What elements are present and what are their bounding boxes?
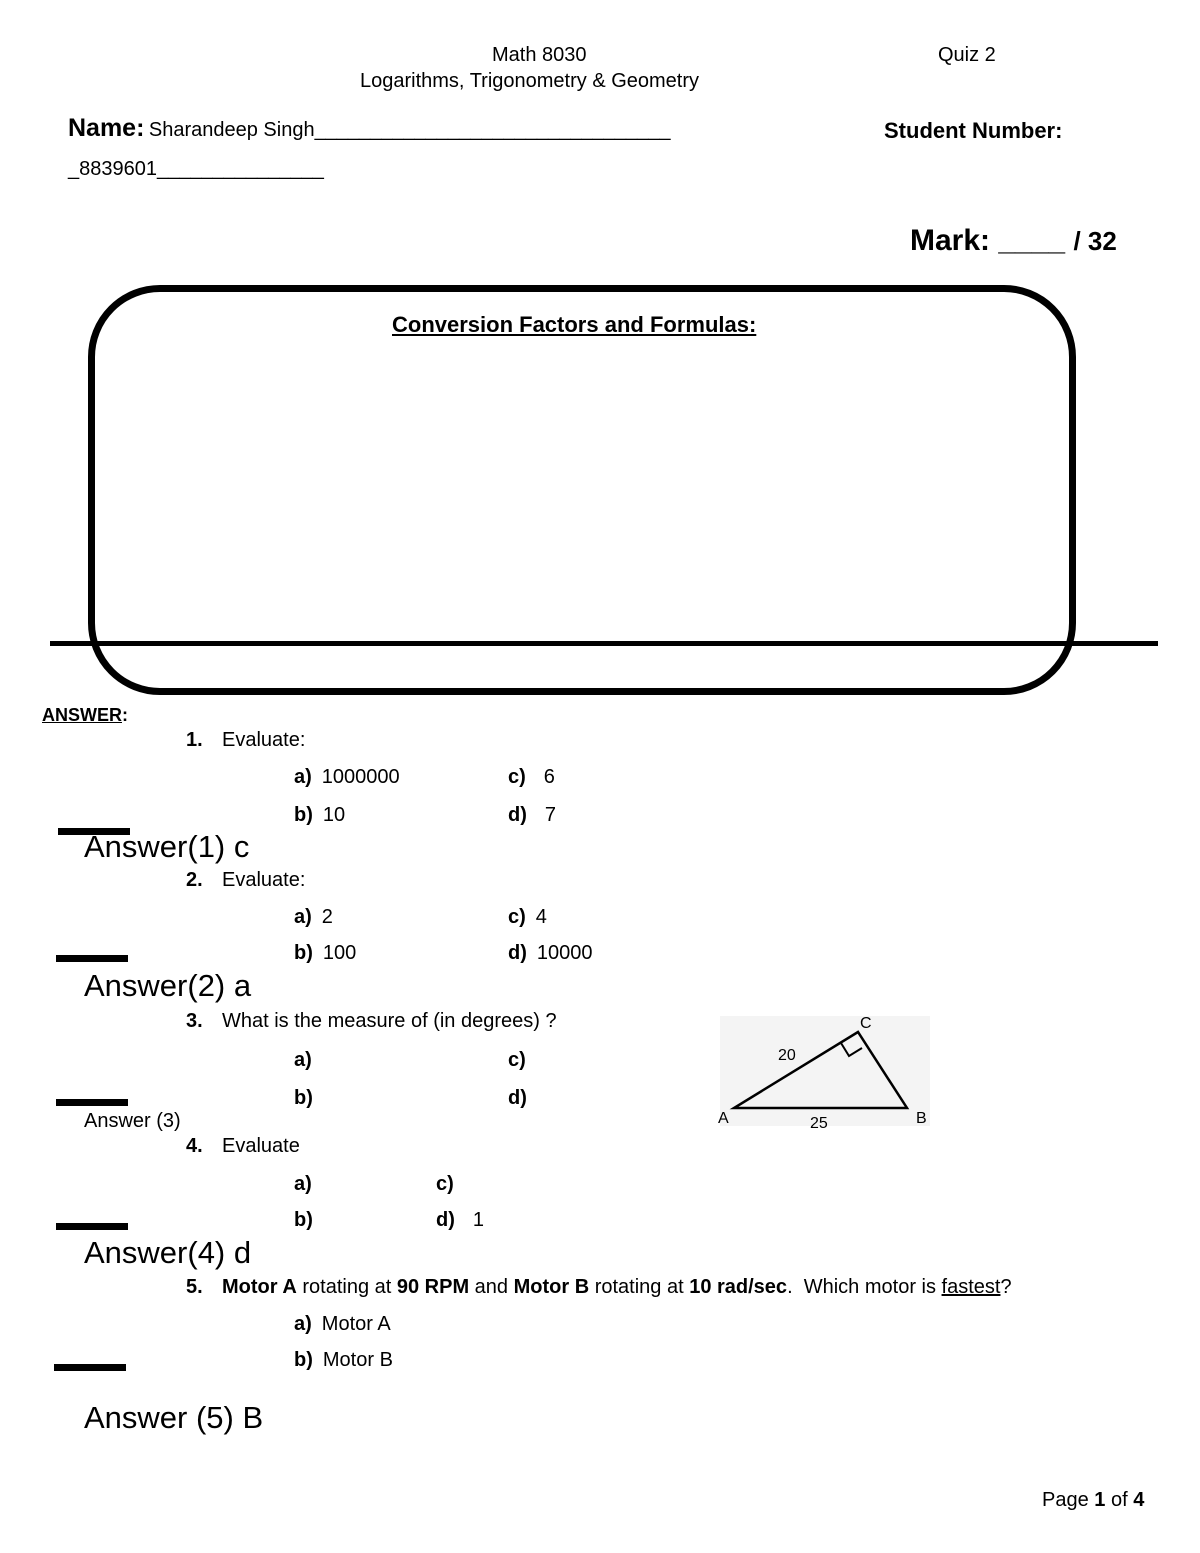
option-label: b) bbox=[294, 1349, 313, 1371]
option-4d[interactable] bbox=[436, 1209, 484, 1232]
side-ac-label: 20 bbox=[778, 1047, 796, 1064]
page-total: 4 bbox=[1133, 1489, 1145, 1511]
option-label: d) bbox=[508, 1087, 527, 1109]
vertex-c-label: C bbox=[860, 1015, 872, 1032]
quiz-label: Quiz 2 bbox=[938, 44, 996, 66]
name-label: Name: bbox=[68, 114, 145, 142]
question-text: Evaluate: bbox=[222, 869, 306, 891]
option-label: c) bbox=[436, 1173, 454, 1195]
page-footer bbox=[1042, 1489, 1144, 1512]
question-4 bbox=[186, 1135, 300, 1158]
question-text: Evaluate: bbox=[222, 729, 306, 751]
option-label: c) bbox=[508, 1049, 526, 1071]
option-2d[interactable] bbox=[508, 942, 593, 965]
answer-3: Answer (3) bbox=[84, 1110, 181, 1132]
answer-1: Answer(1) c bbox=[84, 829, 250, 864]
option-3b[interactable] bbox=[294, 1087, 323, 1110]
mark-blank: ____ bbox=[998, 224, 1066, 257]
option-5a[interactable] bbox=[294, 1313, 391, 1336]
option-label: a) bbox=[294, 906, 312, 928]
answer-blank-3 bbox=[56, 1099, 128, 1106]
option-value: Motor A bbox=[321, 1313, 391, 1335]
option-label: d) bbox=[436, 1209, 455, 1231]
option-label: b) bbox=[294, 1209, 313, 1231]
option-1c[interactable] bbox=[508, 766, 555, 789]
question-text-part: . Which motor is bbox=[787, 1276, 942, 1298]
option-4a[interactable] bbox=[294, 1173, 322, 1196]
option-1b[interactable] bbox=[294, 804, 345, 827]
answer-4: Answer(4) d bbox=[84, 1235, 252, 1270]
question-text-part: rotating at bbox=[296, 1276, 397, 1298]
option-value: 10 bbox=[322, 804, 346, 826]
triangle-diagram bbox=[710, 1010, 940, 1140]
option-label: c) bbox=[508, 766, 526, 788]
vertex-a-label: A bbox=[718, 1110, 729, 1127]
option-value: 6 bbox=[543, 766, 555, 788]
option-2a[interactable] bbox=[294, 906, 333, 929]
formula-box bbox=[88, 285, 1076, 695]
question-text: Evaluate bbox=[222, 1135, 300, 1157]
option-1a[interactable] bbox=[294, 766, 400, 789]
option-value: 10000 bbox=[536, 942, 593, 964]
option-value: 100 bbox=[322, 942, 357, 964]
student-number-value: _8839601_______________ bbox=[68, 158, 324, 180]
option-3c[interactable] bbox=[508, 1049, 536, 1072]
option-3d[interactable] bbox=[508, 1087, 537, 1110]
fastest-text: fastest bbox=[941, 1276, 1001, 1298]
option-label: b) bbox=[294, 804, 313, 826]
answer-blank-5 bbox=[54, 1364, 126, 1371]
question-5 bbox=[186, 1276, 1012, 1299]
formula-box-title: Conversion Factors and Formulas: bbox=[392, 312, 757, 337]
student-number-label: Student Number: bbox=[884, 118, 1063, 143]
question-number: 5. bbox=[186, 1276, 203, 1298]
diagram-background bbox=[720, 1016, 930, 1126]
question-text-part: and bbox=[469, 1276, 514, 1298]
option-value: Motor B bbox=[322, 1349, 393, 1371]
option-value: 1 bbox=[472, 1209, 485, 1231]
question-number: 2. bbox=[186, 869, 203, 891]
option-label: a) bbox=[294, 1173, 312, 1195]
option-label: d) bbox=[508, 942, 527, 964]
option-label: c) bbox=[508, 906, 526, 928]
question-text-part: ? bbox=[1000, 1276, 1012, 1298]
option-5b[interactable] bbox=[294, 1349, 393, 1372]
option-1d[interactable] bbox=[508, 804, 556, 827]
question-number: 1. bbox=[186, 729, 203, 751]
option-3a[interactable] bbox=[294, 1049, 322, 1072]
option-label: a) bbox=[294, 766, 312, 788]
option-value: 1000000 bbox=[321, 766, 400, 788]
course-subtitle: Logarithms, Trigonometry & Geometry bbox=[360, 70, 700, 92]
answer-5: Answer (5) B bbox=[84, 1400, 264, 1435]
answer-heading bbox=[42, 705, 128, 726]
motor-a-text: Motor A bbox=[222, 1276, 297, 1298]
course-title: Math 8030 bbox=[492, 44, 587, 66]
answer-heading-colon: : bbox=[122, 705, 128, 725]
question-1 bbox=[186, 729, 305, 752]
option-label: b) bbox=[294, 1087, 313, 1109]
option-value: 4 bbox=[535, 906, 547, 928]
page-number: 1 bbox=[1094, 1489, 1106, 1511]
motor-b-text: Motor B bbox=[513, 1276, 590, 1298]
question-2 bbox=[186, 869, 305, 892]
name-row bbox=[68, 114, 671, 143]
question-text-part: rotating at bbox=[589, 1276, 690, 1298]
answer-blank-4 bbox=[56, 1223, 128, 1230]
question-number: 4. bbox=[186, 1135, 203, 1157]
option-label: a) bbox=[294, 1313, 312, 1335]
mark-field bbox=[910, 224, 1117, 258]
option-2b[interactable] bbox=[294, 942, 356, 965]
divider-line bbox=[50, 641, 1158, 646]
of-word: of bbox=[1110, 1489, 1128, 1511]
vertex-b-label: B bbox=[916, 1110, 927, 1127]
question-text: What is the measure of (in degrees) ? bbox=[222, 1010, 557, 1032]
option-label: d) bbox=[508, 804, 527, 826]
option-label: a) bbox=[294, 1049, 312, 1071]
option-value: 2 bbox=[321, 906, 333, 928]
rad-value: 10 rad/sec bbox=[689, 1276, 788, 1298]
mark-label: Mark: bbox=[910, 224, 991, 257]
page-word: Page bbox=[1042, 1489, 1089, 1511]
mark-total: / 32 bbox=[1073, 226, 1117, 256]
rpm-value: 90 RPM bbox=[396, 1276, 470, 1298]
option-value: 7 bbox=[544, 804, 557, 826]
option-4b[interactable] bbox=[294, 1209, 323, 1232]
option-4c[interactable] bbox=[436, 1173, 464, 1196]
answer-blank-2 bbox=[56, 955, 128, 962]
question-3 bbox=[186, 1010, 557, 1033]
name-value: Sharandeep Singh________________________________ bbox=[148, 119, 671, 141]
answer-2: Answer(2) a bbox=[84, 968, 252, 1003]
question-number: 3. bbox=[186, 1010, 203, 1032]
option-2c[interactable] bbox=[508, 906, 547, 929]
side-ab-label: 25 bbox=[810, 1115, 828, 1132]
option-label: b) bbox=[294, 942, 313, 964]
answer-heading-label: ANSWER bbox=[42, 705, 122, 725]
